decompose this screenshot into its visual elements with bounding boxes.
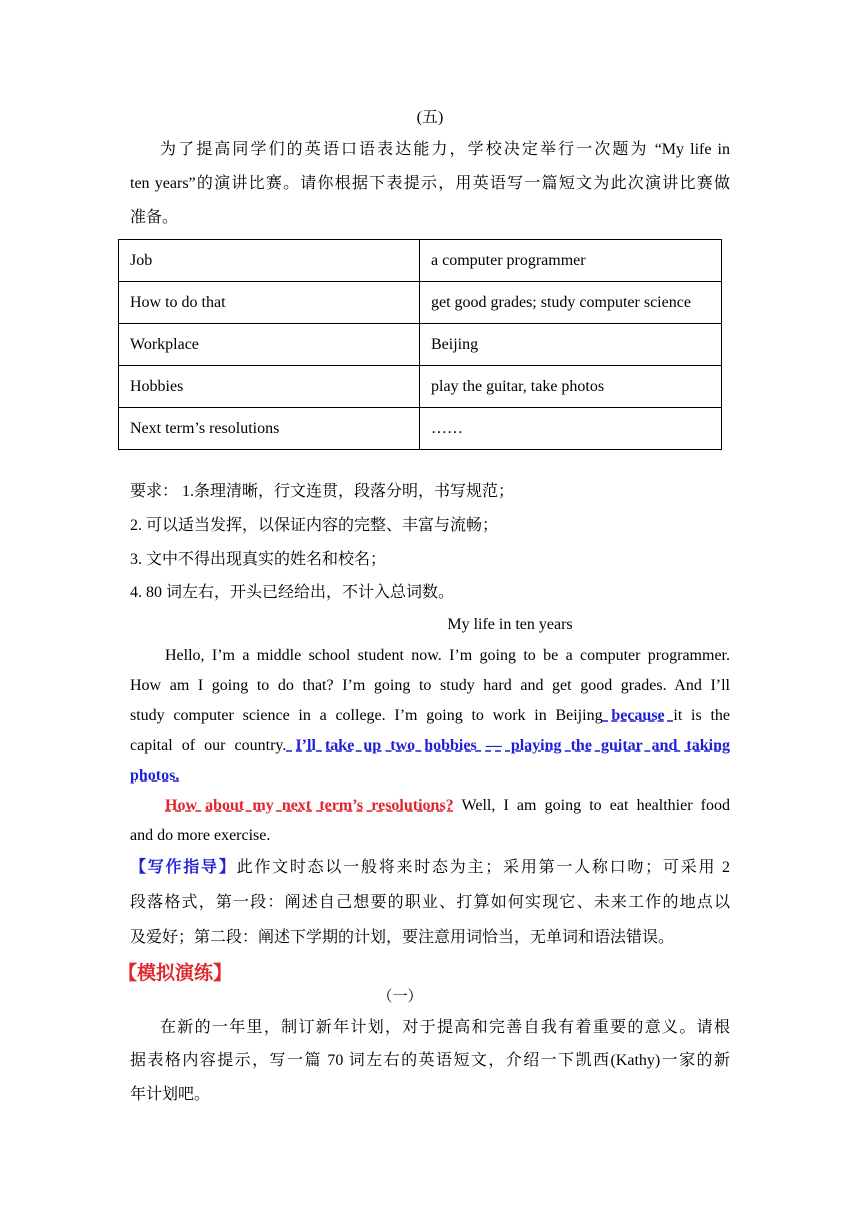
guide-line-3: 及爱好；第二段：阐述下学期的计划，要注意用词恰当，无单词和语法错误。 bbox=[130, 929, 675, 946]
table-cell-label: How to do that bbox=[119, 282, 420, 324]
essay-title: My life in ten years bbox=[447, 616, 573, 633]
requirement-2: 2. 可以适当发挥，以保证内容的完整、丰富与流畅； bbox=[130, 517, 499, 534]
table-row bbox=[119, 324, 722, 366]
essay-text: it is the bbox=[673, 707, 731, 724]
essay-text: study computer science in a college. I’m going to work in Beijing bbox=[130, 707, 603, 724]
table-row bbox=[119, 366, 722, 408]
table-row bbox=[119, 240, 722, 282]
table-cell-value: a computer programmer bbox=[420, 240, 722, 282]
table-row bbox=[119, 282, 722, 324]
highlight-hobbies: I’ll take up two hobbies — playing the guitar and taking bbox=[286, 737, 730, 754]
guide-text: 此作文时态以一般将来时态为主；采用第一人称口吻；可采用 2 bbox=[236, 859, 730, 876]
prompt-line-2: ten years”的演讲比赛。请你根据下表提示，用英语写一篇短文为此次演讲比赛做 bbox=[130, 175, 730, 192]
highlight-because: because bbox=[602, 707, 674, 724]
guide-line-1 bbox=[130, 858, 730, 878]
practice-line-1: 在新的一年里，制订新年计划，对于提高和完善自我有着重要的意义。请根 bbox=[160, 1019, 730, 1036]
table-cell-label: Job bbox=[119, 240, 420, 282]
table-cell-label: Next term’s resolutions bbox=[119, 408, 420, 450]
essay-text: capital of our country. bbox=[130, 737, 287, 754]
section-number: (五) bbox=[416, 109, 444, 126]
table-cell-label: Workplace bbox=[119, 324, 420, 366]
table-cell-value: get good grades; study computer science bbox=[420, 282, 722, 324]
highlight-photos: photos. bbox=[130, 767, 180, 784]
essay-text: Well, I am going to eat healthier food bbox=[453, 797, 731, 814]
table-cell-value: …… bbox=[420, 408, 722, 450]
table-cell-value: play the guitar, take photos bbox=[420, 366, 722, 408]
highlight-resolutions: How about my next term’s resolutions? bbox=[165, 797, 454, 814]
requirement-3: 3. 文中不得出现真实的姓名和校名； bbox=[130, 551, 387, 568]
table-row bbox=[119, 408, 722, 450]
practice-number: （一） bbox=[377, 989, 423, 1005]
essay-line-3 bbox=[130, 706, 730, 726]
essay-line-2: How am I going to do that? I’m going to study hard and get good grades. And I’ll bbox=[130, 677, 730, 694]
guide-line-2: 段落格式，第一段：阐述自己想要的职业、打算如何实现它、未来工作的地点以 bbox=[130, 894, 730, 911]
guide-label: 【写作指导】 bbox=[130, 859, 237, 876]
essay-line-6 bbox=[165, 796, 730, 816]
table-cell-label: Hobbies bbox=[119, 366, 420, 408]
essay-line-1: Hello, I’m a middle school student now. I’m going to be a computer programmer. bbox=[165, 647, 730, 664]
practice-heading: 【模拟演练】 bbox=[118, 962, 233, 984]
table-cell-value: Beijing bbox=[420, 324, 722, 366]
essay-line-7: and do more exercise. bbox=[130, 827, 271, 844]
prompt-line-3: 准备。 bbox=[130, 209, 179, 226]
essay-line-5 bbox=[130, 766, 730, 786]
requirement-4: 4. 80 词左右，开头已经给出，不计入总词数。 bbox=[130, 584, 455, 601]
practice-line-3: 年计划吧。 bbox=[130, 1086, 211, 1103]
requirement-1: 要求： 1.条理清晰，行文连贯，段落分明，书写规范； bbox=[130, 483, 515, 500]
practice-line-2: 据表格内容提示，写一篇 70 词左右的英语短文，介绍一下凯西(Kathy)一家的新 bbox=[130, 1052, 730, 1069]
essay-line-4 bbox=[130, 736, 730, 756]
info-table bbox=[118, 239, 722, 450]
prompt-line-1: 为了提高同学们的英语口语表达能力，学校决定举行一次题为 “My life in bbox=[160, 141, 730, 158]
